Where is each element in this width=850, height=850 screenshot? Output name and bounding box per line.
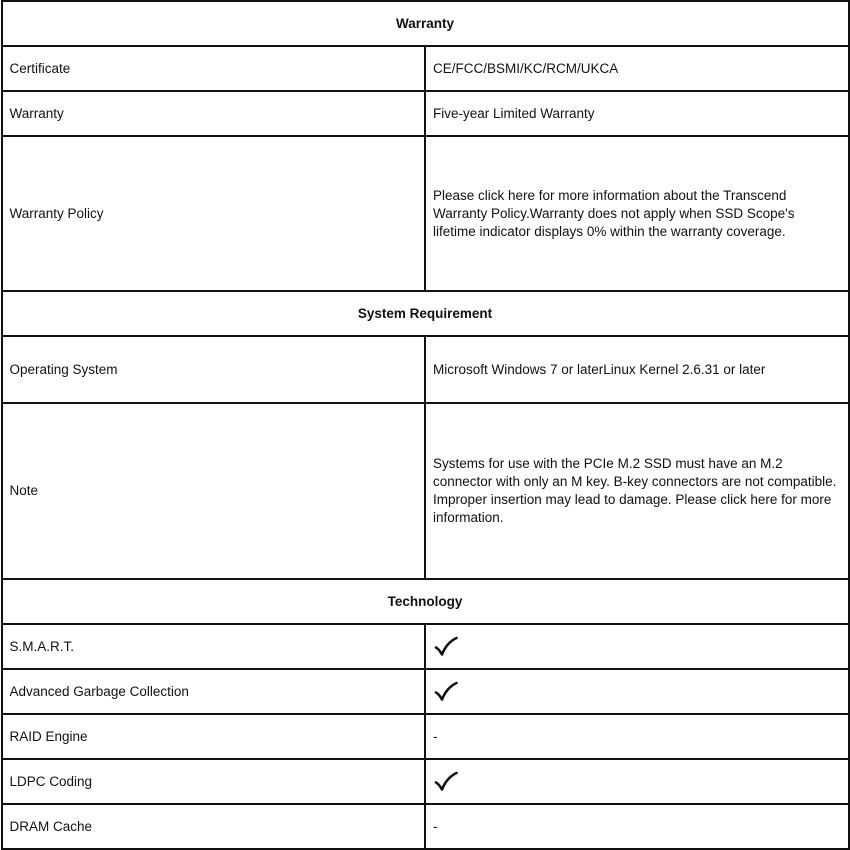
row-value [425,759,849,804]
spec-table [1,0,850,850]
row-value: - [425,714,849,759]
row-value: Five-year Limited Warranty [425,91,849,136]
row-value: Microsoft Windows 7 or laterLinux Kernel 2.6.31 or later [425,336,849,403]
row-value [425,669,849,714]
row-label: Advanced Garbage Collection [2,669,426,714]
row-label: Operating System [2,336,426,403]
section-header-technology [2,579,849,624]
table-row [2,669,849,714]
section-title: Technology [2,579,849,624]
row-label: LDPC Coding [2,759,426,804]
section-header-warranty [2,1,849,46]
note-text: Systems for use with the PCIe M.2 SSD must have an M.2 connector with only an M key. B-key connectors are not compatible. Improper insertion may lead to damage. Please click here for more information. [425,403,849,579]
table-row [2,804,849,849]
row-label: S.M.A.R.T. [2,624,426,669]
row-label: RAID Engine [2,714,426,759]
section-title: System Requirement [2,291,849,336]
table-row [2,714,849,759]
row-label: DRAM Cache [2,804,426,849]
section-title: Warranty [2,1,849,46]
row-label: Note [2,403,426,579]
table-row [2,46,849,91]
check-icon [433,636,459,658]
table-row [2,624,849,669]
table-row [2,136,849,291]
check-icon [433,681,459,703]
table-row [2,91,849,136]
row-label: Certificate [2,46,426,91]
row-label: Warranty [2,91,426,136]
table-row [2,336,849,403]
check-icon [433,771,459,793]
row-value [425,624,849,669]
table-row [2,403,849,579]
row-value: CE/FCC/BSMI/KC/RCM/UKCA [425,46,849,91]
table-row [2,759,849,804]
warranty-policy-text: Please click here for more information about the Transcend Warranty Policy.Warranty does not apply when SSD Scope's lifetime indicator displays 0% within the warranty coverage. [425,136,849,291]
section-header-system-requirement [2,291,849,336]
row-label: Warranty Policy [2,136,426,291]
row-value: - [425,804,849,849]
